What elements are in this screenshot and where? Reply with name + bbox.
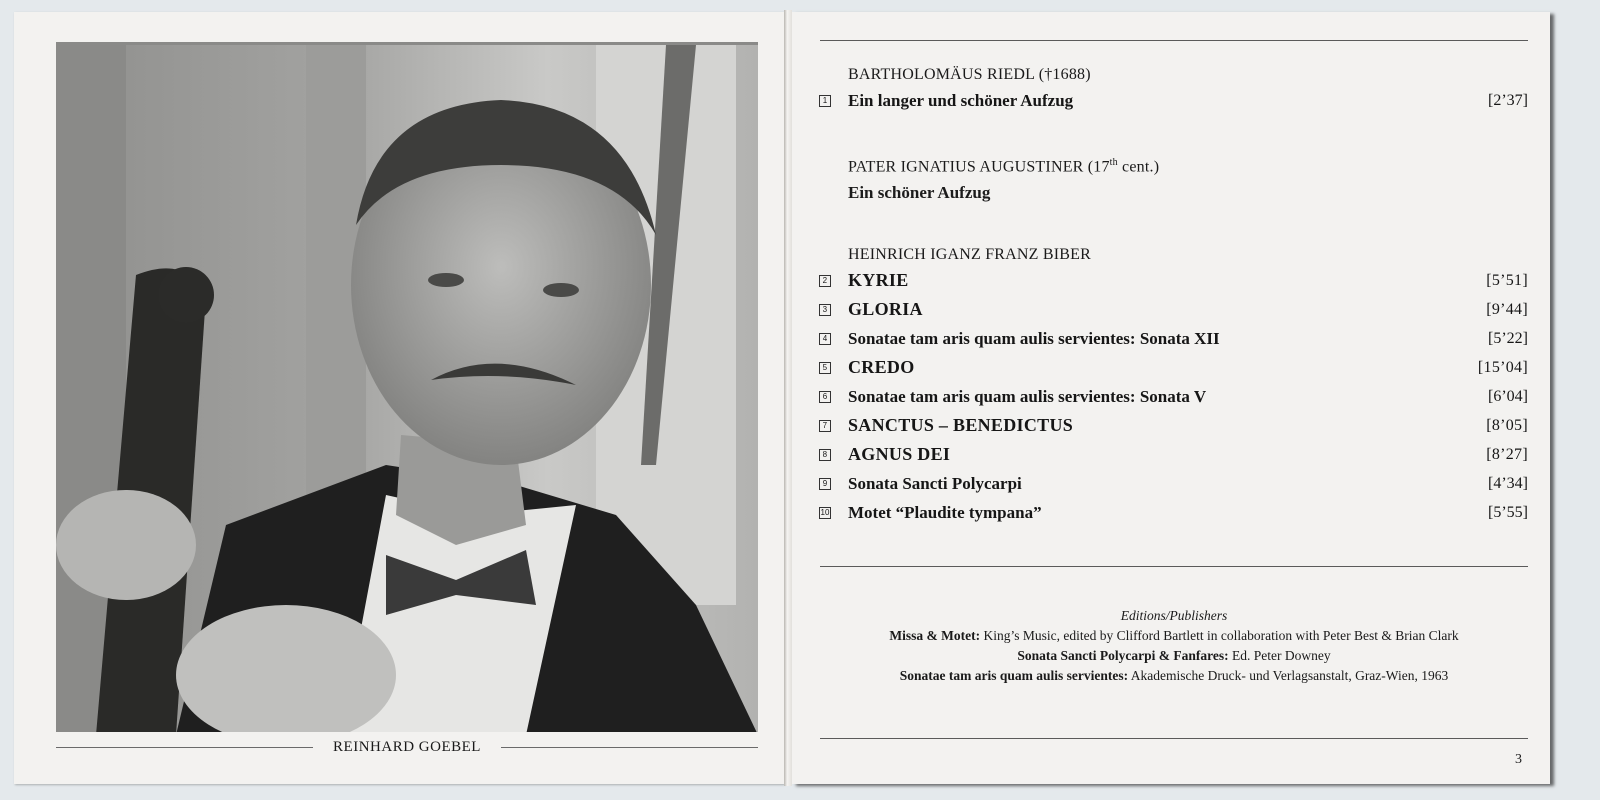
photo-caption-row <box>56 734 758 760</box>
track-title: KYRIE <box>848 270 909 290</box>
middle-rule <box>820 566 1528 567</box>
left-page <box>14 12 784 784</box>
track-number-box: 10 <box>820 508 830 517</box>
page-number: 3 <box>1515 752 1522 767</box>
track-row <box>820 498 1528 527</box>
track-number-box: 8 <box>819 449 831 461</box>
track-title: Sonata Sancti Polycarpi <box>848 474 1022 493</box>
composer-name <box>848 152 1528 178</box>
publisher-label: Missa & Motet: <box>889 628 981 643</box>
publisher-line <box>820 626 1528 646</box>
track-number-box: 2 <box>819 275 831 287</box>
composer-name: HEINRICH IGANZ FRANZ BIBER <box>848 246 1091 263</box>
track-row <box>822 86 1528 115</box>
track-title: Motet “Plaudite tympana” <box>848 503 1042 522</box>
track-number-box: 4 <box>819 333 831 345</box>
portrait-photo <box>56 42 758 732</box>
photo-caption: REINHARD GOEBEL <box>333 738 481 755</box>
composer-name-tail: cent.) <box>1117 158 1160 176</box>
track-number-box: 9 <box>819 478 831 490</box>
bottom-rule <box>820 738 1528 739</box>
booklet-gutter <box>784 10 792 786</box>
section-augustiner <box>848 152 1528 207</box>
track-row <box>822 353 1528 382</box>
track-row <box>822 440 1528 469</box>
track-title: SANCTUS – BENEDICTUS <box>848 415 1074 435</box>
track-row <box>822 469 1528 498</box>
publisher-line <box>820 646 1528 666</box>
track-title: Ein langer und schöner Aufzug <box>848 91 1074 110</box>
track-title: GLORIA <box>848 299 923 319</box>
publisher-label: Sonatae tam aris quam aulis servientes: <box>899 668 1129 683</box>
track-row <box>822 411 1528 440</box>
publisher-text: King’s Music, edited by Clifford Bartlett in collaboration with Peter Best & Brian Clark <box>980 628 1459 643</box>
composer-superscript: th <box>1109 157 1118 168</box>
track-row <box>822 382 1528 411</box>
publishers-block <box>820 606 1528 686</box>
track-number-box: 3 <box>819 304 831 316</box>
top-rule <box>820 40 1528 41</box>
track-duration: [6’04] <box>1488 388 1528 405</box>
track-duration: [4’34] <box>1488 475 1528 492</box>
track-duration: [5’55] <box>1488 504 1528 521</box>
track-title: Sonatae tam aris quam aulis servientes: Sonata V <box>848 387 1207 406</box>
publisher-label: Sonata Sancti Polycarpi & Fanfares: <box>1017 648 1229 663</box>
track-title: CREDO <box>848 357 915 377</box>
track-number-box: 5 <box>819 362 831 374</box>
section-riedl <box>822 64 1528 115</box>
track-title: Sonatae tam aris quam aulis servientes: Sonata XII <box>848 329 1220 348</box>
composer-name-main: PATER IGNATIUS AUGUSTINER (17 <box>848 158 1110 176</box>
track-duration: [8’05] <box>1486 417 1528 434</box>
caption-rule-left <box>56 747 313 748</box>
track-duration: [8’27] <box>1486 446 1528 463</box>
track-row <box>822 295 1528 324</box>
track-number-box: 1 <box>819 95 831 107</box>
caption-rule-right <box>501 747 758 748</box>
track-title: AGNUS DEI <box>848 444 951 464</box>
publishers-heading: Editions/Publishers <box>1120 608 1228 623</box>
right-page <box>792 12 1550 784</box>
composer-name: BARTHOLOMÄUS RIEDL (†1688) <box>848 66 1091 83</box>
publisher-text: Ed. Peter Downey <box>1228 648 1331 663</box>
publisher-line <box>820 666 1528 686</box>
portrait-illustration <box>56 45 758 732</box>
track-row <box>822 266 1528 295</box>
track-duration: [5’22] <box>1488 330 1528 347</box>
track-row <box>822 324 1528 353</box>
track-duration: [5’51] <box>1486 272 1528 289</box>
track-duration: [2’37] <box>1488 92 1528 109</box>
track-duration: [9’44] <box>1486 301 1528 318</box>
track-title: Ein schöner Aufzug <box>848 183 991 203</box>
section-biber <box>820 244 1528 527</box>
track-duration: [15’04] <box>1477 359 1528 376</box>
track-number-box: 7 <box>819 420 831 432</box>
track-number-box: 6 <box>819 391 831 403</box>
publisher-text: Akademische Druck- und Verlagsanstalt, Graz-Wien, 1963 <box>1128 668 1449 683</box>
